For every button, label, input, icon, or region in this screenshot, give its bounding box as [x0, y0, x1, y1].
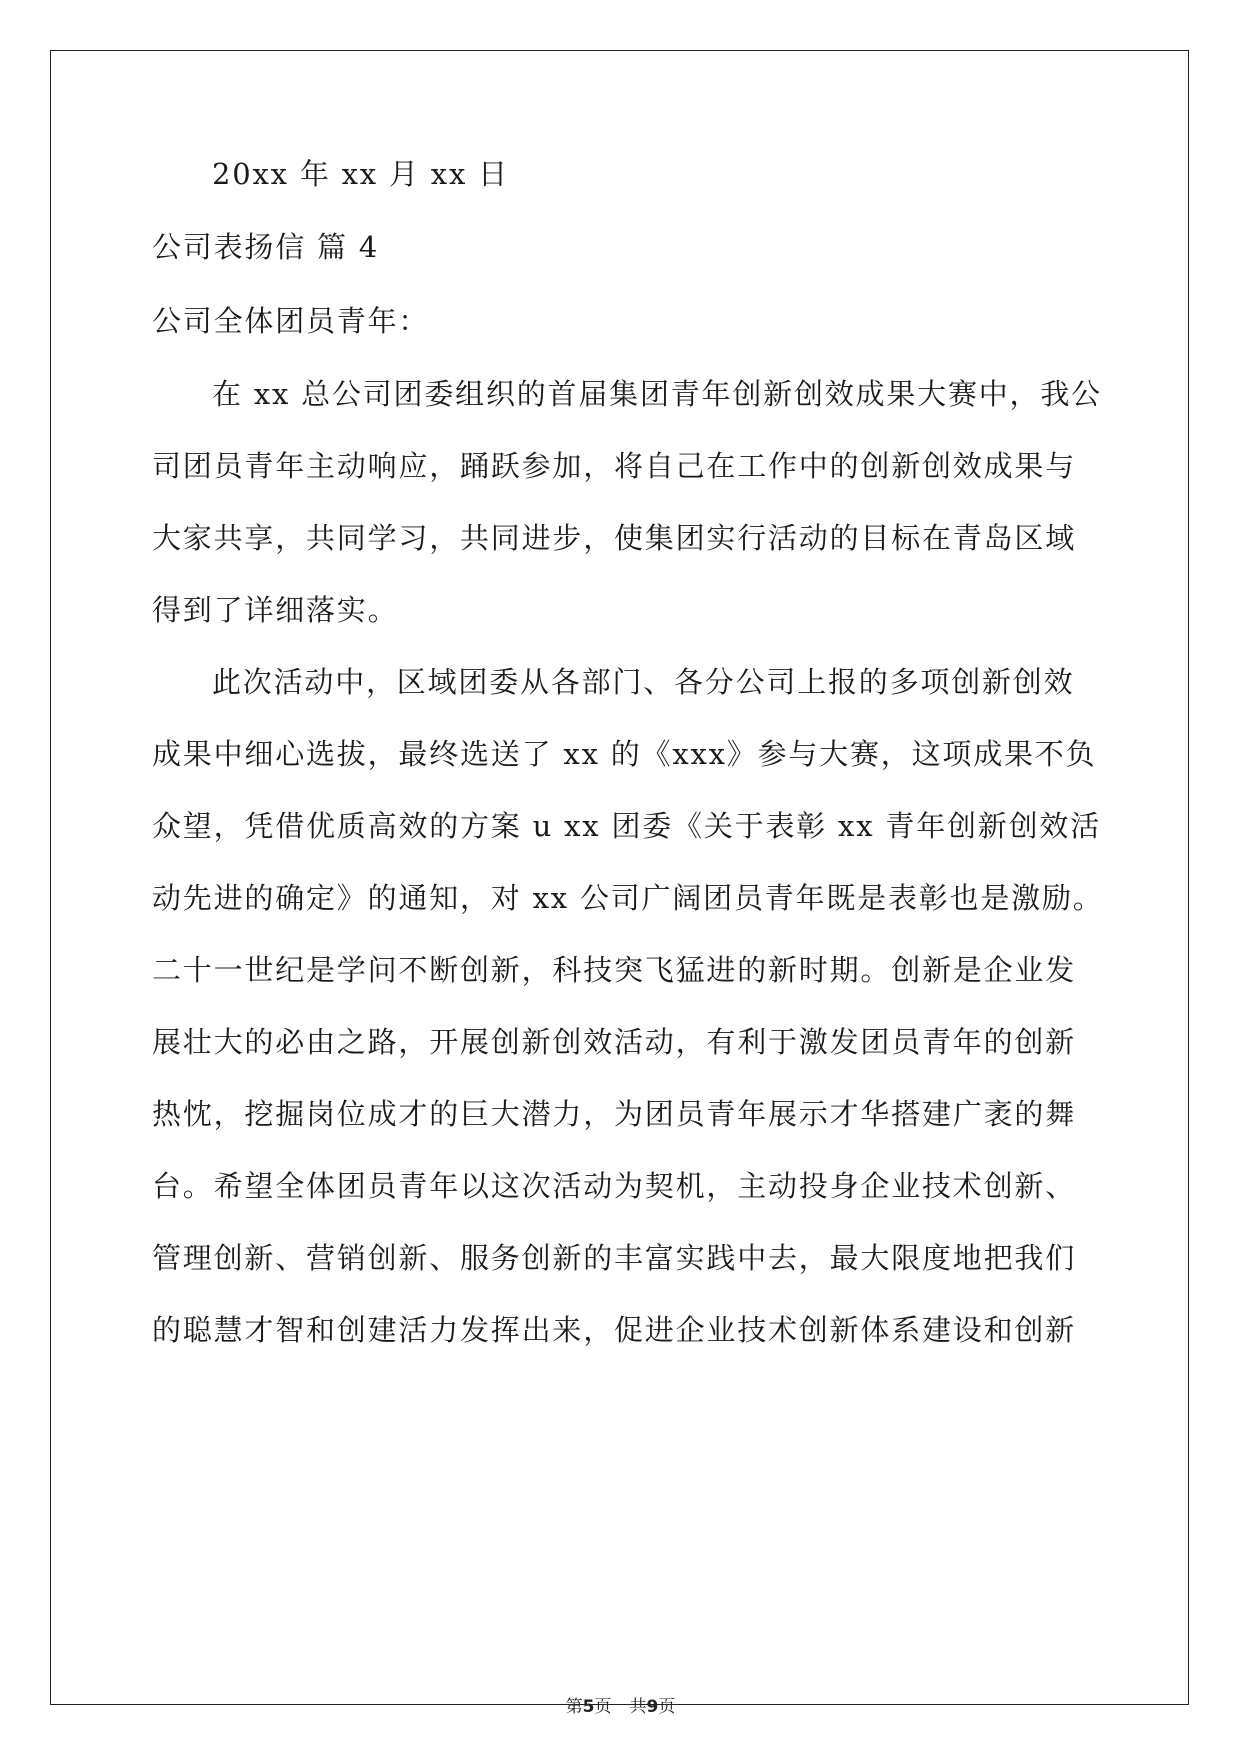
paragraph-line: 的聪慧才智和创建活力发挥出来，促进企业技术创新体系建设和创新 — [152, 1313, 1077, 1347]
date-line: 20xx 年 xx 月 xx 日 — [212, 157, 509, 191]
paragraph-line: 二十一世纪是学问不断创新，科技突飞猛进的新时期。创新是企业发 — [152, 953, 1077, 987]
footer-page-suffix: 页 — [594, 1697, 612, 1717]
paragraph-line: 管理创新、营销创新、服务创新的丰富实践中去，最大限度地把我们 — [152, 1241, 1077, 1275]
footer-prefix: 第 — [565, 1697, 583, 1717]
total-page-number: 9 — [646, 1697, 659, 1717]
paragraph-line: 众望，凭借优质高效的方案 u xx 团委《关于表彰 xx 青年创新创效活 — [152, 809, 1101, 843]
paragraph-line: 台。希望全体团员青年以这次活动为契机，主动投身企业技术创新、 — [152, 1169, 1077, 1203]
footer-total-prefix: 共 — [629, 1697, 647, 1717]
current-page-number: 5 — [582, 1697, 595, 1717]
salutation: 公司全体团员青年： — [152, 304, 430, 338]
paragraph-line: 得到了详细落实。 — [152, 593, 399, 627]
paragraph-line: 司团员青年主动响应，踊跃参加，将自己在工作中的创新创效成果与 — [152, 449, 1077, 483]
paragraph-line: 此次活动中，区域团委从各部门、各分公司上报的多项创新创效 — [212, 665, 1075, 699]
document-title: 公司表扬信 篇 4 — [152, 230, 380, 264]
paragraph-line: 在 xx 总公司团委组织的首届集团青年创新创效成果大赛中，我公 — [212, 377, 1102, 411]
paragraph-line: 动先进的确定》的通知，对 xx 公司广阔团员青年既是表彰也是激励。 — [152, 881, 1104, 915]
footer-total-suffix: 页 — [658, 1697, 676, 1717]
paragraph-line: 热忱，挖掘岗位成才的巨大潜力，为团员青年展示才华搭建广袤的舞 — [152, 1097, 1077, 1131]
paragraph-line: 大家共享，共同学习，共同进步，使集团实行活动的目标在青岛区域 — [152, 521, 1077, 555]
page-footer — [0, 1692, 1241, 1717]
paragraph-line: 展壮大的必由之路，开展创新创效活动，有利于激发团员青年的创新 — [152, 1025, 1077, 1059]
paragraph-line: 成果中细心选拔，最终选送了 xx 的《xxx》参与大赛，这项成果不负 — [152, 737, 1097, 771]
